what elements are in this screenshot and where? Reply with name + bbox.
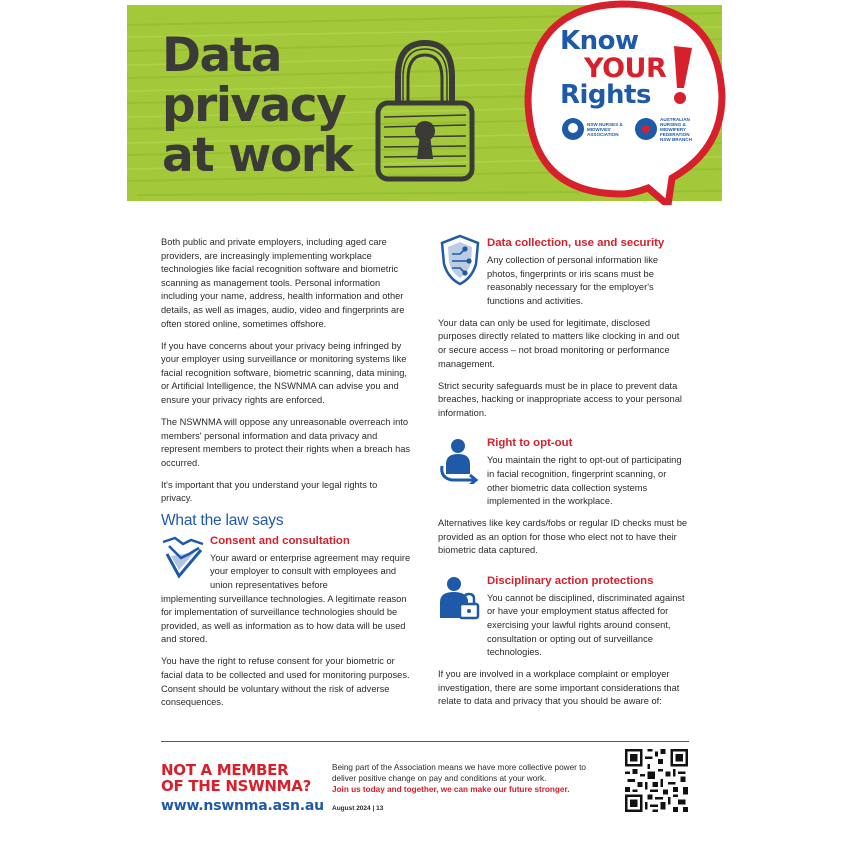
org-logos bbox=[562, 114, 696, 144]
user-opt-out-icon bbox=[438, 436, 482, 484]
right-column bbox=[438, 236, 690, 717]
left-column bbox=[161, 236, 411, 718]
footer-divider bbox=[161, 741, 689, 742]
optout-section bbox=[438, 436, 690, 558]
legal-rights-paragraph: It's important that you understand your legal rights to privacy. bbox=[161, 479, 378, 504]
collection-section bbox=[438, 236, 690, 420]
intro-paragraph: Both public and private employers, including aged care providers, are increasingly implementing workplace technologies like facial recognition software and biometric scanning as management tools. Personal information including your name, address, health information and other details, as well as images, audio, video and fingerprints are often stored online, sometimes offshore. bbox=[161, 237, 405, 329]
discipline-section bbox=[438, 574, 690, 709]
issue-date-page: August 2024 | 13 bbox=[332, 805, 384, 812]
join-us-text: Join us today and together, we can make our future stronger. bbox=[332, 785, 570, 794]
consent-heading: Consent and consultation bbox=[210, 534, 350, 547]
optout-body: You maintain the right to opt-out of participating in facial recognition, fingerprint scanning, or other biometric data collection systems implemented in the workplace. bbox=[487, 455, 682, 507]
anmf-logo: AUSTRALIAN NURSING & MIDWIFERY FEDERATION NSW BRANCH bbox=[635, 117, 696, 142]
nswnma-logo: NSW NURSES & MIDWIVES' ASSOCIATION bbox=[562, 118, 623, 140]
safeguards-paragraph: Strict security safeguards must be in place to prevent data breaches, hacking or inappropriate access to your personal information. bbox=[438, 380, 682, 418]
consent-body: Your award or enterprise agreement may require your employer to consult with employees and union representatives before bbox=[210, 552, 411, 591]
oppose-paragraph: The NSWNMA will oppose any unreasonable overreach into members' personal information and data privacy and represent members to protect their rights when a breach has occurred. bbox=[161, 416, 411, 468]
collection-body: Any collection of personal information like photos, fingerprints or iris scans must be reasonably necessary for the employer's functions and activities. bbox=[487, 255, 659, 306]
discipline-heading: Disciplinary action protections bbox=[487, 574, 654, 587]
exclamation-icon bbox=[668, 44, 694, 106]
consent-body-continued: implementing surveillance technologies. A legitimate reason for implementation of surveillance technologies should be provided, as well as information as to how data will be used and stored. bbox=[161, 593, 407, 645]
qr-code[interactable] bbox=[625, 749, 688, 812]
not-member-callout: NOT A MEMBER OF THE NSWNMA? bbox=[161, 761, 311, 795]
law-section-title: What the law says bbox=[161, 512, 284, 530]
nswnma-seal-icon bbox=[562, 118, 584, 140]
shield-icon bbox=[438, 232, 482, 288]
know-your-rights-badge: Know YOUR Rights bbox=[560, 26, 667, 110]
optout-heading: Right to opt-out bbox=[487, 437, 573, 450]
website-link[interactable]: www.nswnma.asn.au bbox=[161, 798, 324, 814]
page-title: Data privacy at work bbox=[162, 28, 353, 183]
handshake-icon bbox=[161, 532, 205, 580]
legitimate-use-paragraph: Your data can only be used for legitimate, disclosed purposes directly related to matters like clocking in and out or secure access – not broad monitoring or performance management. bbox=[438, 317, 680, 369]
padlock-icon bbox=[370, 35, 480, 185]
anmf-seal-icon bbox=[635, 118, 657, 140]
membership-pitch: Being part of the Association means we have more collective power to deliver positive change on pay and conditions at your work. Join us today and together, we can make our future stronger. bbox=[332, 763, 586, 794]
alternatives-paragraph: Alternatives like key cards/fobs or regular ID checks must be provided as an option for those who elect not to have their biometric data captured. bbox=[438, 518, 688, 556]
consent-section bbox=[161, 534, 411, 710]
discipline-body: You cannot be disciplined, discriminated against or have your employment status affected for exercising your lawful rights around consent, consultation or opting out of surveillance technologies. bbox=[487, 592, 685, 658]
user-lock-icon bbox=[438, 574, 482, 622]
concerns-paragraph: If you have concerns about your privacy being infringed by your employer using surveillance or monitoring systems like facial recognition software, biometric scanning, data mining, or Artificial Intelligence, the NSWNMA can advise you and ensure your privacy rights are enforced. bbox=[161, 340, 407, 405]
collection-heading: Data collection, use and security bbox=[487, 237, 665, 249]
investigation-paragraph: If you are involved in a workplace complaint or employer investigation, there are some important considerations that relate to data and privacy that you should be aware of: bbox=[438, 669, 680, 707]
refuse-consent-paragraph: You have the right to refuse consent for your biometric or facial data to be collected and used for monitoring purposes. Consent should be voluntary without the risk of adverse consequences. bbox=[161, 656, 410, 708]
